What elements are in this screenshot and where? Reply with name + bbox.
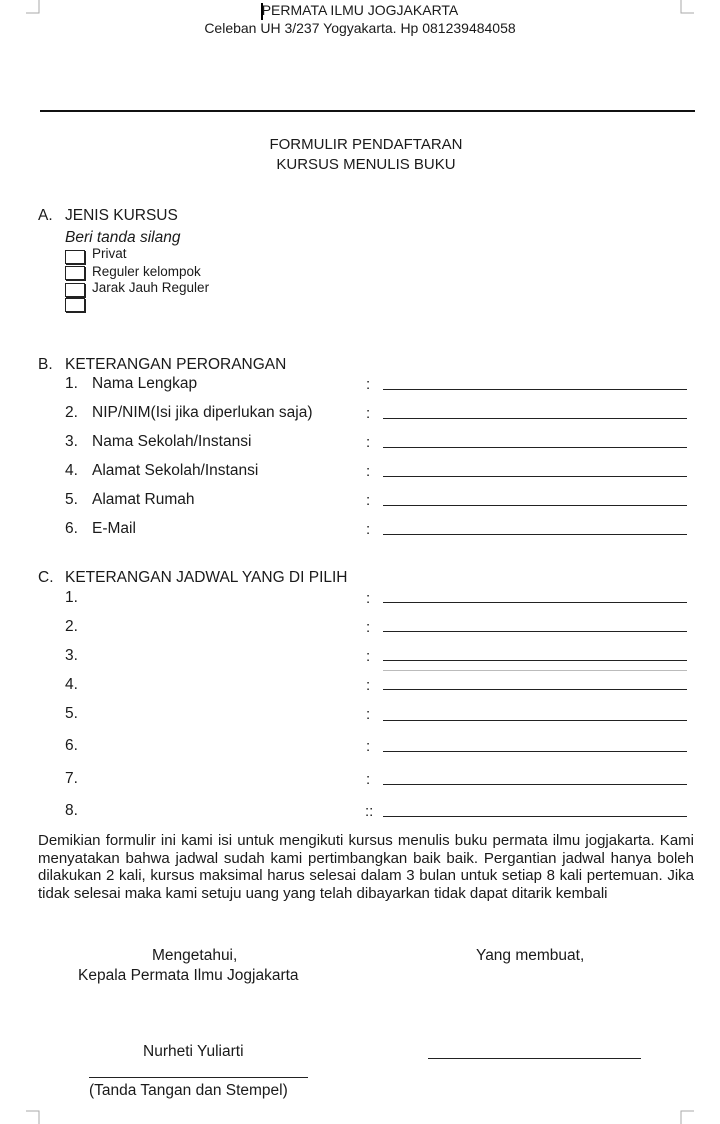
schedule-line-1[interactable] [383, 602, 687, 603]
schedule-number: 2. [65, 618, 78, 635]
schedule-number: 1. [65, 589, 78, 606]
section-a-heading [38, 207, 178, 225]
section-a-letter: A. [38, 207, 53, 224]
field-line-alamat-sekolah[interactable] [383, 476, 687, 477]
field-label-nama-sekolah: Nama Sekolah/Instansi [92, 433, 252, 450]
schedule-faint-line [383, 670, 687, 671]
schedule-line-7[interactable] [383, 784, 687, 785]
section-b-heading [38, 356, 286, 374]
schedule-colon: : [366, 648, 371, 665]
form-title-line1: FORMULIR PENDAFTARAN [269, 136, 463, 153]
schedule-colon: : [366, 677, 371, 694]
field-line-nama-sekolah[interactable] [383, 447, 687, 448]
section-c-heading [38, 569, 348, 587]
schedule-colon: : [366, 619, 371, 636]
schedule-line-6[interactable] [383, 751, 687, 752]
schedule-number: 8. [65, 802, 78, 819]
schedule-number: 6. [65, 737, 78, 754]
field-row [65, 404, 313, 422]
field-label-alamat-sekolah: Alamat Sekolah/Instansi [92, 462, 259, 479]
section-b-title: KETERANGAN PERORANGAN [65, 356, 287, 373]
field-number: 1. [65, 375, 78, 392]
schedule-colon: :: [365, 803, 374, 820]
signature-left-role: Kepala Permata Ilmu Jogjakarta [78, 967, 299, 984]
field-colon: : [366, 434, 371, 451]
course-type-checkbox-jarak-jauh[interactable] [65, 283, 85, 297]
signature-right-line[interactable] [428, 1058, 641, 1059]
field-row [65, 491, 195, 509]
field-row [65, 462, 258, 480]
field-colon: : [366, 376, 371, 393]
course-type-checkbox-extra[interactable] [65, 298, 85, 312]
schedule-number: 5. [65, 705, 78, 722]
field-line-alamat-rumah[interactable] [383, 505, 687, 506]
schedule-line-3[interactable] [383, 660, 687, 661]
course-option-privat: Privat [92, 246, 127, 261]
field-number: 3. [65, 433, 78, 450]
field-number: 2. [65, 404, 78, 421]
signature-left-note: (Tanda Tangan dan Stempel) [89, 1082, 288, 1099]
schedule-number: 4. [65, 676, 78, 693]
field-colon: : [366, 492, 371, 509]
field-label-nama-lengkap: Nama Lengkap [92, 375, 198, 392]
field-line-nama-lengkap[interactable] [383, 389, 687, 390]
schedule-number: 3. [65, 647, 78, 664]
schedule-line-4[interactable] [383, 689, 687, 690]
schedule-colon: : [366, 590, 371, 607]
signature-left-name: Nurheti Yuliarti [143, 1043, 244, 1060]
schedule-colon: : [366, 771, 371, 788]
signature-left-line[interactable] [89, 1077, 308, 1078]
field-number: 5. [65, 491, 78, 508]
field-label-nip-nim: NIP/NIM(Isi jika diperlukan saja) [92, 404, 313, 421]
signature-left-label: Mengetahui, [152, 947, 238, 964]
field-row [65, 433, 251, 451]
section-c-title: KETERANGAN JADWAL YANG DI PILIH [65, 569, 348, 586]
course-option-jarak-jauh: Jarak Jauh Reguler [92, 280, 210, 295]
course-type-checkbox-reguler-kelompok[interactable] [65, 266, 85, 280]
field-number: 6. [65, 520, 78, 537]
schedule-colon: : [366, 706, 371, 723]
field-label-alamat-rumah: Alamat Rumah [92, 491, 195, 508]
header-divider [40, 110, 695, 112]
schedule-number: 7. [65, 770, 78, 787]
form-title-line2: KURSUS MENULIS BUKU [276, 156, 456, 173]
corner-mark-bottom-right [680, 1110, 694, 1124]
section-c-letter: C. [38, 569, 54, 586]
statement-paragraph: Demikian formulir ini kami isi untuk mengikuti kursus menulis buku permata ilmu jogjakarta. Kami menyatakan bahwa jadwal sudah kami pertimbangkan baik baik. Pergantian jadwal hanya boleh dilakukan 2 kali, kursus maksimal harus selesai dalam 3 bulan untuk setiap 8 kali pertemuan. Jika tidak selesai maka kami setuju uang yang telah dibayarkan tidak dapat ditarik kembali [38, 832, 694, 902]
field-number: 4. [65, 462, 78, 479]
org-address: Celeban UH 3/237 Yogyakarta. Hp 081239484058 [204, 20, 516, 36]
course-type-checkbox-privat[interactable] [65, 250, 85, 264]
schedule-line-2[interactable] [383, 631, 687, 632]
field-colon: : [366, 521, 371, 538]
field-row [65, 520, 136, 538]
schedule-line-8[interactable] [383, 816, 687, 817]
schedule-colon: : [366, 738, 371, 755]
field-line-email[interactable] [383, 534, 687, 535]
field-colon: : [366, 463, 371, 480]
schedule-line-5[interactable] [383, 720, 687, 721]
signature-right-label: Yang membuat, [476, 947, 585, 964]
section-a-instruction: Beri tanda silang [65, 229, 181, 246]
field-colon: : [366, 405, 371, 422]
field-line-nip-nim[interactable] [383, 418, 687, 419]
section-a-title: JENIS KURSUS [65, 207, 178, 224]
section-b-letter: B. [38, 356, 53, 373]
org-name: PERMATA ILMU JOGJAKARTA [261, 2, 459, 18]
field-label-email: E-Mail [92, 520, 136, 537]
corner-mark-bottom-left [26, 1110, 40, 1124]
course-option-reguler-kelompok: Reguler kelompok [92, 264, 201, 279]
field-row [65, 375, 197, 393]
